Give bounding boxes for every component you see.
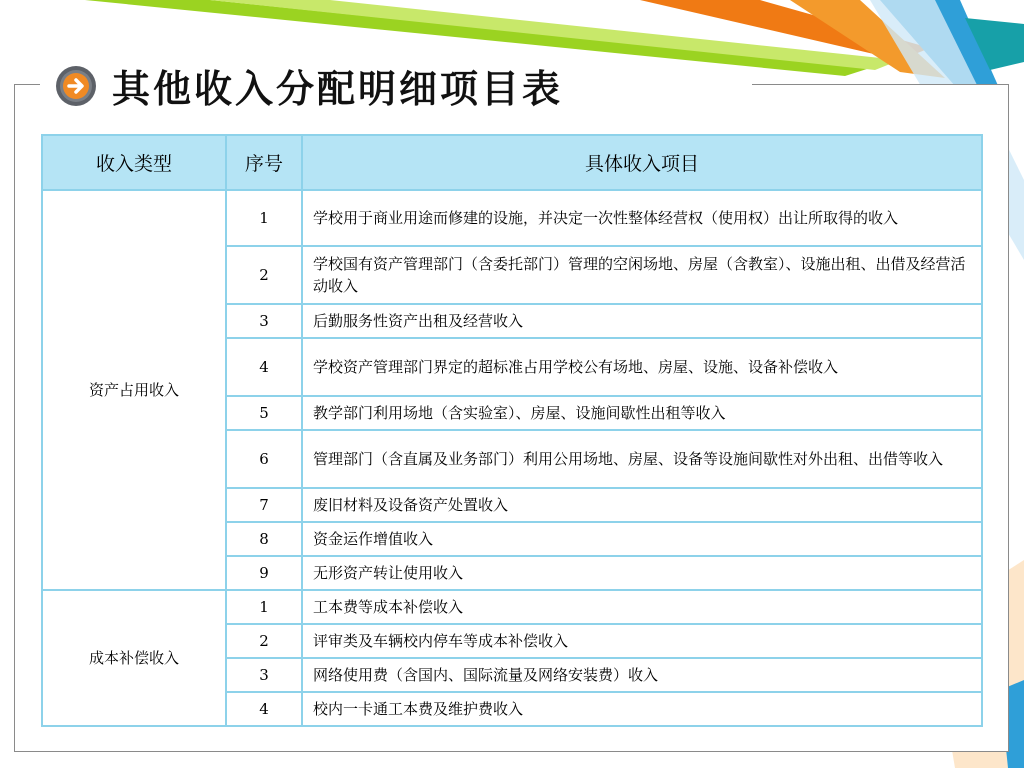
row-number: 2 bbox=[226, 624, 302, 658]
row-number: 8 bbox=[226, 522, 302, 556]
row-number: 1 bbox=[226, 590, 302, 624]
row-item: 无形资产转让使用收入 bbox=[302, 556, 982, 590]
row-number: 3 bbox=[226, 658, 302, 692]
page-title: 其他收入分配明细项目表 bbox=[112, 66, 564, 111]
row-number: 4 bbox=[226, 692, 302, 726]
row-item: 网络使用费（含国内、国际流量及网络安装费）收入 bbox=[302, 658, 982, 692]
header-num: 序号 bbox=[226, 135, 302, 190]
row-item: 学校国有资产管理部门（含委托部门）管理的空闲场地、房屋（含教室）、设施出租、出借及经营活动收入 bbox=[302, 246, 982, 304]
table-header-row bbox=[42, 135, 982, 190]
row-number: 4 bbox=[226, 338, 302, 396]
row-number: 1 bbox=[226, 190, 302, 246]
income-table bbox=[41, 134, 983, 727]
table-row bbox=[42, 590, 982, 624]
row-item: 后勤服务性资产出租及经营收入 bbox=[302, 304, 982, 338]
row-number: 9 bbox=[226, 556, 302, 590]
row-item: 废旧材料及设备资产处置收入 bbox=[302, 488, 982, 522]
header-item: 具体收入项目 bbox=[302, 135, 982, 190]
row-item: 工本费等成本补偿收入 bbox=[302, 590, 982, 624]
category-cell: 成本补偿收入 bbox=[42, 590, 226, 726]
row-item: 学校用于商业用途而修建的设施，并决定一次性整体经营权（使用权）出让所取得的收入 bbox=[302, 190, 982, 246]
row-number: 6 bbox=[226, 430, 302, 488]
row-number: 2 bbox=[226, 246, 302, 304]
arrow-right-circle-icon bbox=[54, 64, 98, 108]
row-item: 管理部门（含直属及业务部门）利用公用场地、房屋、设备等设施间歇性对外出租、出借等收入 bbox=[302, 430, 982, 488]
category-cell: 资产占用收入 bbox=[42, 190, 226, 590]
row-item: 校内一卡通工本费及维护费收入 bbox=[302, 692, 982, 726]
row-item: 学校资产管理部门界定的超标准占用学校公有场地、房屋、设施、设备补偿收入 bbox=[302, 338, 982, 396]
header-type: 收入类型 bbox=[42, 135, 226, 190]
row-item: 资金运作增值收入 bbox=[302, 522, 982, 556]
row-number: 3 bbox=[226, 304, 302, 338]
row-item: 教学部门利用场地（含实验室）、房屋、设施间歇性出租等收入 bbox=[302, 396, 982, 430]
row-number: 7 bbox=[226, 488, 302, 522]
row-item: 评审类及车辆校内停车等成本补偿收入 bbox=[302, 624, 982, 658]
row-number: 5 bbox=[226, 396, 302, 430]
table-row bbox=[42, 190, 982, 246]
